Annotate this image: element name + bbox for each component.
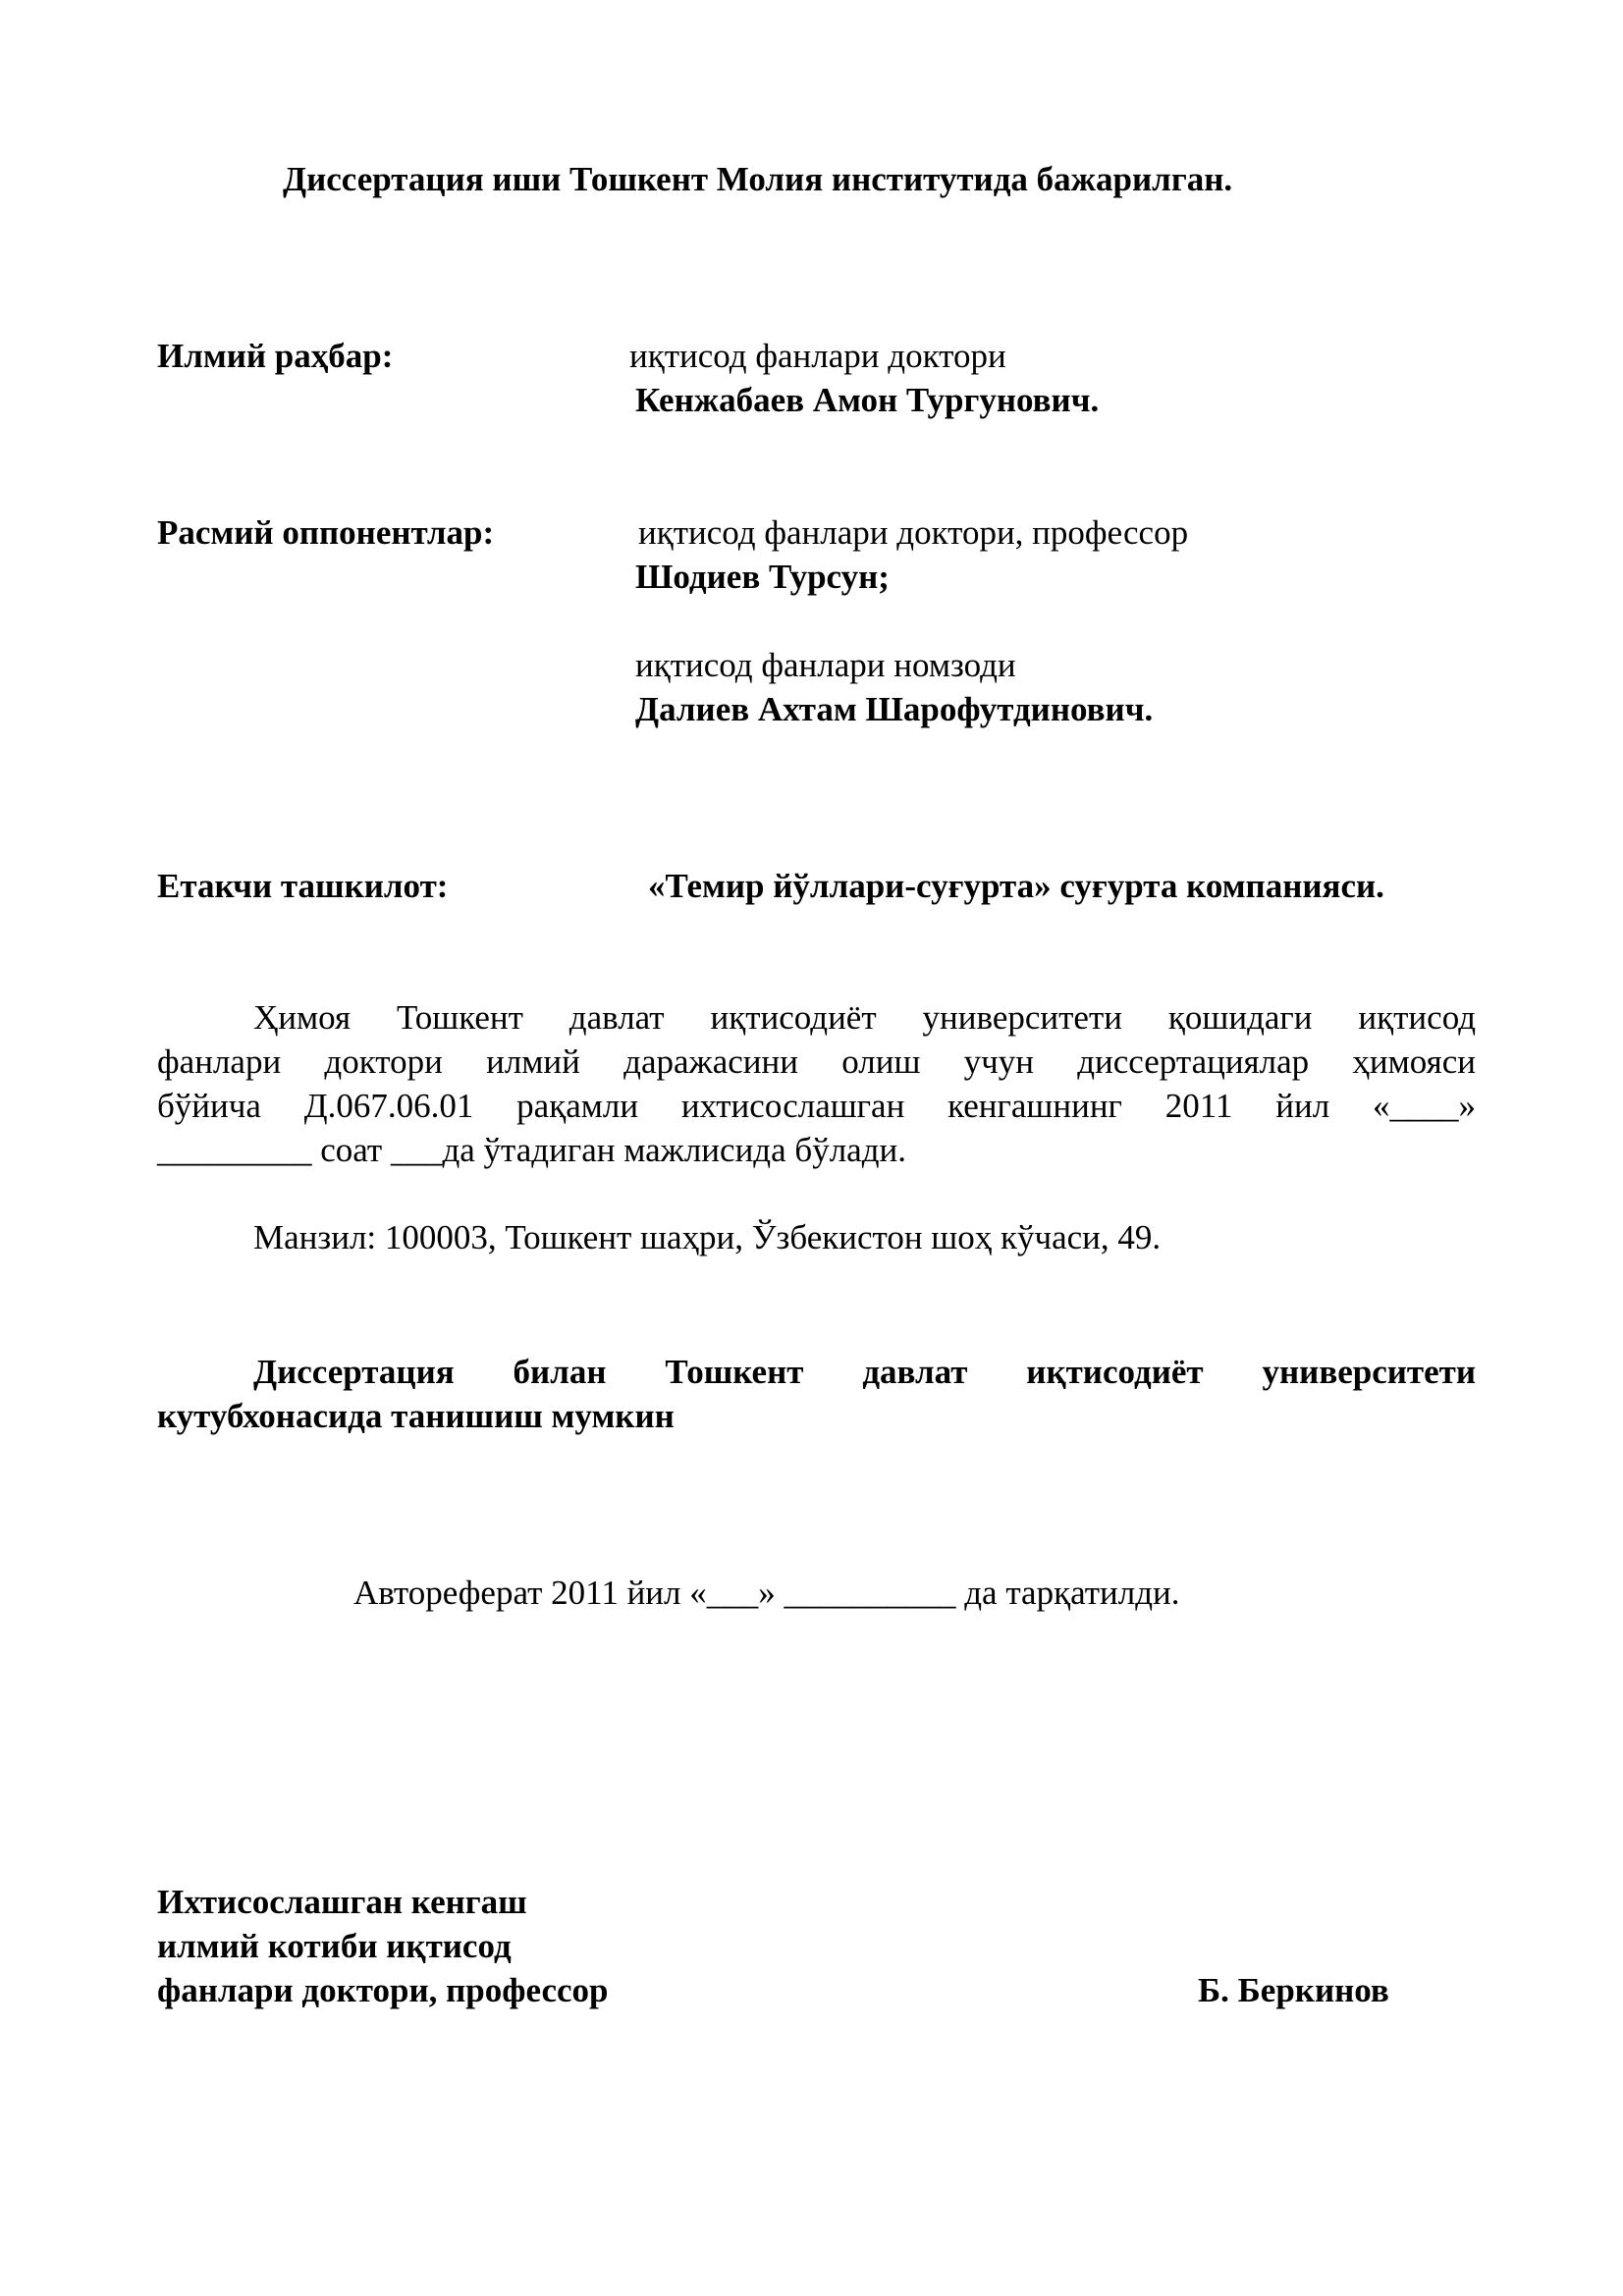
opponent-1-degree: иқтисод фанлари доктори, профессор: [638, 513, 1189, 552]
defense-paragraph: [157, 995, 1476, 1172]
defense-line: фанлари доктори илмий даражасини олиш учун диссертациялар ҳимояси: [157, 1042, 1476, 1081]
address-text: Манзил: 100003, Тошкент шаҳри, Ўзбекистон шоҳ кўчаси, 49.: [253, 1218, 1162, 1256]
leading-org-label: Етакчи ташкилот:: [157, 867, 449, 905]
signature-line: Ихтисослашган кенгаш: [157, 1883, 527, 1921]
opponent-1-name: Шодиев Турсун;: [635, 558, 890, 596]
library-line: кутубхонасида танишиш мумкин: [157, 1397, 675, 1435]
abstract-distribution-text: Автореферат 2011 йил «___» __________ да тарқатилди.: [353, 1574, 1180, 1612]
signature-line: фанлари доктори, профессор: [157, 1971, 609, 2009]
defense-line: Ҳимоя Тошкент давлат иқтисодиёт университети қошидаги иқтисод: [253, 998, 1476, 1037]
leading-org-value: «Темир йўллари-суғурта» суғурта компанияси.: [648, 867, 1384, 905]
supervisor-degree: иқтисод фанлари доктори: [629, 337, 1006, 375]
supervisor-name: Кенжабаев Амон Тургунович.: [635, 381, 1100, 419]
supervisor-label: Илмий раҳбар:: [157, 337, 394, 375]
opponents-label: Расмий оппонентлар:: [157, 513, 495, 552]
page-title: Диссертация иши Тошкент Молия институтида бажарилган.: [283, 160, 1233, 198]
opponent-2-name: Далиев Ахтам Шарофутдинович.: [635, 690, 1154, 728]
signature-line: илмий котиби иқтисод: [157, 1927, 512, 1965]
defense-line: _________ соат ___да ўтадиган мажлисида бўлади.: [157, 1131, 906, 1169]
library-paragraph: [157, 1350, 1476, 1438]
library-line: Диссертация билан Тошкент давлат иқтисодиёт университети: [253, 1353, 1476, 1391]
defense-line: бўйича Д.067.06.01 рақамли ихтисослашган кенгашнинг 2011 йил «____»: [157, 1087, 1476, 1125]
signatory-name: Б. Беркинов: [1198, 1971, 1389, 2009]
opponent-2-degree: иқтисод фанлари номзоди: [635, 646, 1016, 684]
